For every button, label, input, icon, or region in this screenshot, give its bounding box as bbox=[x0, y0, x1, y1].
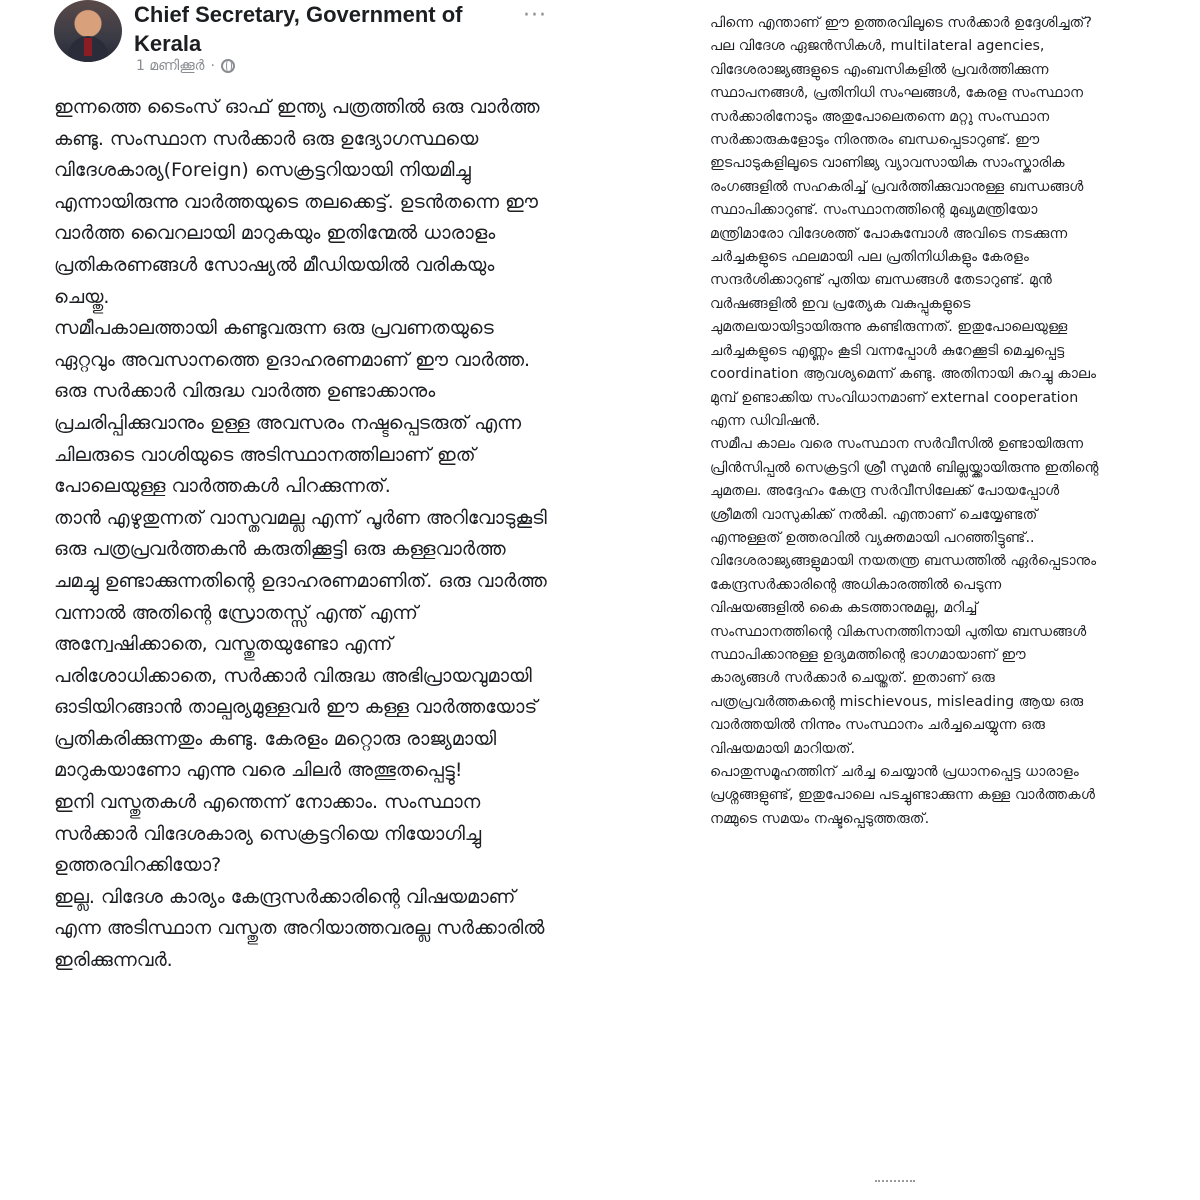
globe-icon bbox=[221, 59, 235, 73]
author-name[interactable]: Chief Secretary, Government of Kerala bbox=[134, 2, 463, 56]
post-right-panel bbox=[600, 0, 1200, 1200]
post-text-left bbox=[54, 92, 554, 977]
more-options-icon[interactable]: ··· bbox=[523, 3, 547, 28]
right-paragraph-1: പിന്നെ എന്താണ് ഈ ഉത്തരവിലൂടെ സർക്കാർ ഉദ്ദേശിച്ചത്? bbox=[710, 15, 1092, 31]
post-timestamp[interactable]: 1 മണിക്കൂർ bbox=[136, 58, 205, 74]
post-text-right bbox=[710, 12, 1100, 831]
right-paragraph-2: പല വിദേശ ഏജൻസികൾ, multilateral agencies, വിദേശരാജ്യങ്ങളുടെ എംബസികളിൽ പ്രവർത്തിക്കുന്ന സ്ഥാപനങ്ങൾ, പ്രതിനിധി സംഘങ്ങൾ, കേരള സംസ്ഥാന സർക്കാരിനോടും അതുപോലെതന്നെ മറ്റു സംസ്ഥാന സർക്കാരുകളോടും നിരന്തരം ബന്ധപ്പെടാറുണ്ട്. ഈ ഇടപാടുകളിലൂടെ വാണിജ്യ വ്യാവസായിക സാംസ്കാരിക രംഗങ്ങളിൽ സഹകരിച്ച് പ്രവർത്തിക്കുവാനുള്ള ബന്ധങ്ങൾ സ്ഥാപിക്കാറുണ്ട്. സംസ്ഥാനത്തിന്റെ മുഖ്യമന്ത്രിയോ മന്ത്രിമാരോ വിദേശത്ത് പോകുമ്പോൾ അവിടെ നടക്കുന്ന ചർച്ചകളുടെ ഫലമായി പല പ്രതിനിധികളും കേരളം സന്ദർശിക്കാറുണ്ട് പുതിയ ബന്ധങ്ങൾ തേടാറുണ്ട്. മുൻ വർഷങ്ങളിൽ ഇവ പ്രത്യേക വകുപ്പുകളുടെ ചുമതലയായിട്ടായിരുന്നു കണ്ടിരുന്നത്. ഇതുപോലെയുള്ള ചർച്ചകളുടെ എണ്ണം കൂടി വന്നപ്പോൾ കുറേക്കൂടി മെച്ചപ്പെട്ട coordination ആവശ്യമെന്ന് കണ്ടു. അതിനായി കുറച്ചു കാലം മുമ്പ് ഉണ്ടാക്കിയ സംവിധാനമാണ് external cooperation എന്ന ഡിവിഷൻ. bbox=[710, 38, 1097, 429]
meta-separator: · bbox=[210, 58, 215, 74]
right-paragraph-5: പൊതുസമൂഹത്തിന് ചർച്ച ചെയ്യാൻ പ്രധാനപ്പെട്ട ധാരാളം പ്രശ്നങ്ങളുണ്ട്, ഇതുപോലെ പടച്ചുണ്ടാക്കുന്ന കള്ള വാർത്തകൾ നമ്മുടെ സമയം നഷ്ടപ്പെടുത്തരുത്. bbox=[710, 764, 1096, 827]
left-paragraph-5: ഇല്ല. വിദേശ കാര്യം കേന്ദ്രസർക്കാരിന്റെ വിഷയമാണ് എന്ന അടിസ്ഥാന വസ്തുത അറിയാത്തവരല്ല സർക്കാരിൽ ഇരിക്കുന്നവർ. bbox=[54, 885, 545, 972]
left-paragraph-2: സമീപകാലത്തായി കണ്ടുവരുന്ന ഒരു പ്രവണതയുടെ ഏറ്റവും അവസാനത്തെ ഉദാഹരണമാണ് ഈ വാർത്ത. ഒരു സർക്കാർ വിരുദ്ധ വാർത്ത ഉണ്ടാക്കാനും പ്രചരിപ്പിക്കുവാനും ഉള്ള അവസരം നഷ്ടപ്പെടരുത് എന്ന ചിലരുടെ വാശിയുടെ അടിസ്ഥാനത്തിലാണ് ഇത് പോലെയുള്ള വാർത്തകൾ പിറക്കുന്നത്. bbox=[54, 317, 531, 498]
right-paragraph-4: വിദേശരാജ്യങ്ങളുമായി നയതന്ത്ര ബന്ധത്തിൽ ഏർപ്പെടാനും കേന്ദ്രസർക്കാരിന്റെ അധികാരത്തിൽ പെടുന്ന വിഷയങ്ങളിൽ കൈ കടത്താനുമല്ല, മറിച്ച് സംസ്ഥാനത്തിന്റെ വികസനത്തിനായി പുതിയ ബന്ധങ്ങൾ സ്ഥാപിക്കാനുള്ള ഉദ്യമത്തിന്റെ ഭാഗമായാണ് ഈ കാര്യങ്ങൾ സർക്കാർ ചെയ്തത്. ഇതാണ് ഒരു പത്രപ്രവർത്തകന്റെ mischievous, misleading ആയ ഒരു വാർത്തയിൽ നിന്നും സംസ്ഥാനം ചർച്ചചെയ്യുന്ന ഒരു വിഷയമായി മാറിയത്. bbox=[710, 553, 1097, 757]
post-meta bbox=[136, 58, 235, 74]
left-paragraph-4: ഇനി വസ്തുതകൾ എന്തെന്ന് നോക്കാം. സംസ്ഥാന സർക്കാർ വിദേശകാര്യ സെക്രട്ടറിയെ നിയോഗിച്ചു ഉത്തരവിറക്കിയോ? bbox=[54, 791, 482, 877]
post-header bbox=[54, 0, 554, 90]
page-end-mark bbox=[875, 1180, 915, 1186]
right-paragraph-3: സമീപ കാലം വരെ സംസ്ഥാന സർവീസിൽ ഉണ്ടായിരുന്ന പ്രിൻസിപ്പൽ സെക്രട്ടറി ശ്രീ സുമൻ ബില്ലയ്ക്കായിരുന്നു ഇതിന്റെ ചുമതല. അദ്ദേഹം കേന്ദ്ര സർവീസിലേക്ക് പോയപ്പോൾ ശ്രീമതി വാസുകിക്ക് നൽകി. എന്താണ് ചെയ്യേണ്ടത് എന്നുള്ളത് ഉത്തരവിൽ വ്യക്തമായി പറഞ്ഞിട്ടുണ്ട്.. bbox=[710, 436, 1099, 546]
left-paragraph-1: ഇന്നത്തെ ടൈംസ് ഓഫ് ഇന്ത്യ പത്രത്തിൽ ഒരു വാർത്ത കണ്ടു. സംസ്ഥാന സർക്കാർ ഒരു ഉദ്യോഗസ്ഥയെ വിദേശകാര്യ(Foreign) സെക്രട്ടറിയായി നിയമിച്ചു എന്നായിരുന്നു വാർത്തയുടെ തലക്കെട്ട്. ഉടൻതന്നെ ഈ വാർത്ത വൈറലായി മാറുകയും ഇതിന്മേൽ ധാരാളം പ്രതികരണങ്ങൾ സോഷ്യൽ മീഡിയയിൽ വരികയും ചെയ്തു. bbox=[54, 96, 540, 308]
left-paragraph-3: താൻ എഴുതുന്നത് വാസ്തവമല്ല എന്ന് പൂർണ അറിവോടുകൂടി ഒരു പത്രപ്രവർത്തകൻ കരുതിക്കൂട്ടി ഒരു കള്ളവാർത്ത ചമച്ചു ഉണ്ടാക്കുന്നതിന്റെ ഉദാഹരണമാണിത്. ഒരു വാർത്ത വന്നാൽ അതിന്റെ സ്രോതസ്സ് എന്ത് എന്ന് അന്വേഷിക്കാതെ, വസ്തുതയുണ്ടോ എന്ന് പരിശോധിക്കാതെ, സർക്കാർ വിരുദ്ധ അഭിപ്രായവുമായി ഓടിയിറങ്ങാൻ താല്പര്യമുള്ളവർ ഈ കള്ള വാർത്തയോട് പ്രതികരിക്കുന്നതും കണ്ടു. കേരളം മറ്റൊരു രാജ്യമായി മാറുകയാണോ എന്നു വരെ ചിലർ അത്ഭുതപ്പെട്ടു! bbox=[54, 506, 547, 782]
avatar[interactable] bbox=[54, 0, 122, 62]
avatar-tie bbox=[84, 38, 92, 56]
